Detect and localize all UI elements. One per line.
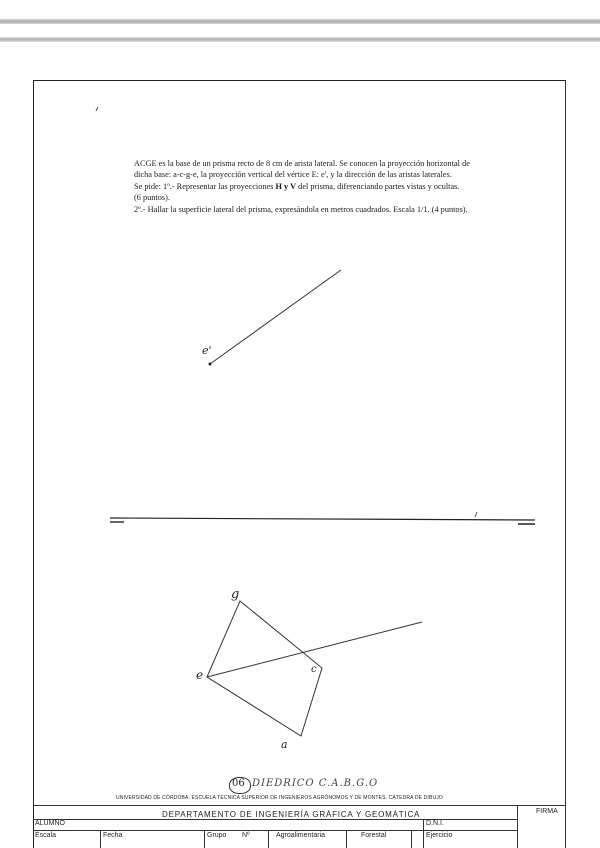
label-e-prime: e' [202,344,212,357]
statement-line-2: dicha base: a-c-g-e, la proyección vertical del vértice E: e', y la dirección de las aristas laterales. [134,170,452,180]
firma-label: FIRMA [536,808,558,815]
statement-line-3-prefix: Se pide: 1º.- Representar las proyecciones [134,181,276,191]
label-g: g [231,587,240,602]
tb-firma-divider [517,805,518,848]
ground-line-small-mark [475,512,477,517]
lateral-edge-direction-vertical [210,270,341,364]
agroalimentaria-label: Agroalimentaria [276,832,326,839]
department-line: DEPARTAMENTO DE INGENIERÍA GRÁFICA Y GEOMÁTICA [162,810,421,819]
tb-fecha-divider [204,830,205,848]
tb-row2-border [33,819,517,820]
tb-dni-divider [423,819,424,848]
statement-line-3-bold: H y V [275,181,297,191]
ground-line [110,518,535,520]
fecha-label: Fecha [103,832,123,839]
point-e-prime [209,363,212,366]
institution-line: UNIVERSIDAD DE CÓRDOBA. ESCUELA TÉCNICA SUPERIOR DE INGENIEROS AGRÓNOMOS Y DE MONTES. CÁTEDRA DE DIBUJO [116,795,443,801]
forestal-label: Forestal [361,832,387,839]
numero-label: Nº [242,832,250,839]
statement-line-1: ACGE es la base de un prisma recto de 8 cm de arista lateral. Se conocen la proyección horizontal de [134,159,470,168]
statement-line-4: (6 puntos). [134,193,170,203]
alumno-label: ALUMNO [35,820,65,827]
tb-agro-divider [346,830,347,848]
label-a: a [281,738,288,751]
dni-label: D.N.I. [426,820,444,827]
tb-grupo-divider [268,830,269,848]
label-e: e [196,668,204,682]
tb-escala-divider [100,830,101,848]
tb-top-border [33,805,566,806]
tb-row3-border [33,830,517,831]
grupo-label: Grupo [207,832,227,839]
label-c: c [311,664,317,675]
tb-forestal-divider [411,830,412,848]
stray-mark [96,107,98,111]
handwritten-number: 06 [232,778,245,789]
handwritten-name: DIEDRICO C.A.B.G.O [252,778,379,789]
base-quadrilateral [207,601,322,736]
ejercicio-label: Ejercicio [426,832,453,839]
escala-label: Escala [35,832,57,839]
statement-line-5: 2º.- Hallar la superficie lateral del prisma, expresándola en metros cuadrados. Escala 1/1. (4 puntos). [134,204,468,214]
statement-line-3-suffix: del prisma, diferenciando partes vistas y ocultas. [296,181,460,191]
